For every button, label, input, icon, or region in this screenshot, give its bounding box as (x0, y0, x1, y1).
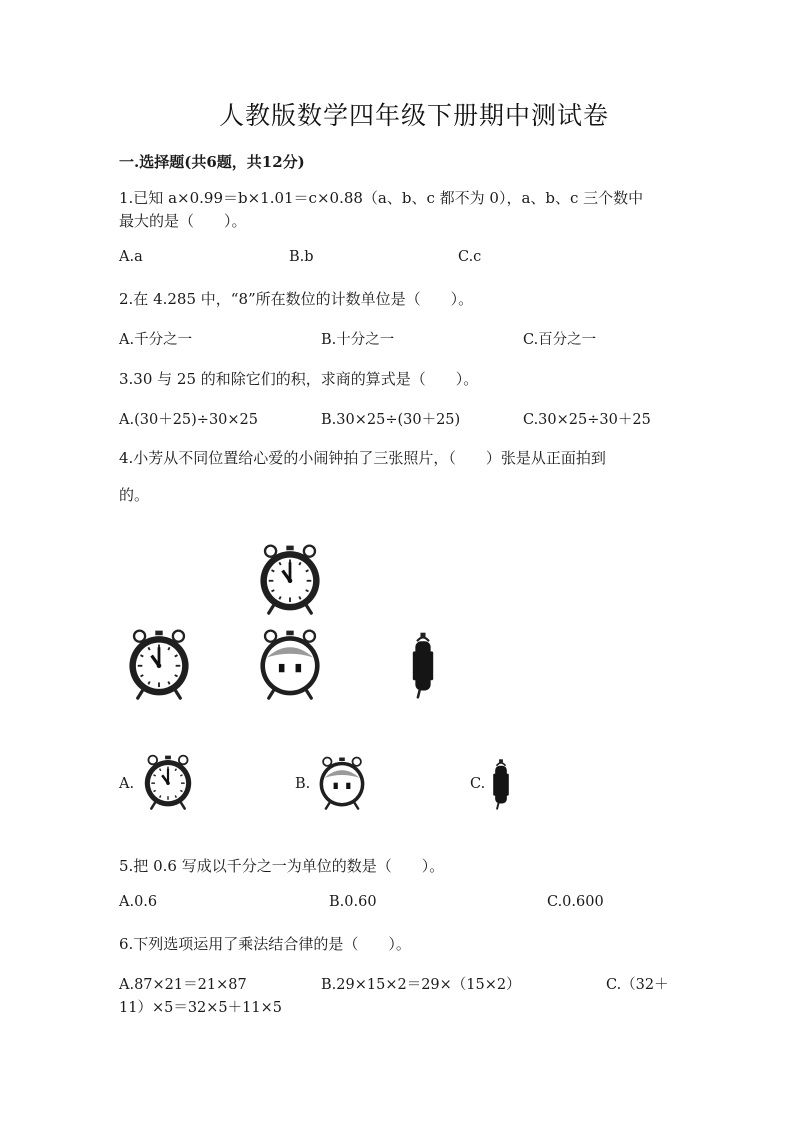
question-3-option-c: C.30×25÷30＋25 (523, 412, 651, 428)
clock-side-icon (409, 631, 437, 699)
question-2-option-c: C.百分之一 (523, 332, 597, 348)
question-4-line1: 4.小芳从不同位置给心爱的小闹钟拍了三张照片，（ ）张是从正面拍到 (119, 449, 606, 467)
question-1-option-a: A.a (119, 249, 143, 265)
question-2-option-a: A.千分之一 (119, 332, 193, 348)
question-3-option-b: B.30×25÷(30＋25) (321, 412, 461, 428)
question-6-option-a: A.87×21＝21×87 (119, 977, 247, 993)
question-4-option-a: A. (119, 776, 135, 792)
clock-back-icon (253, 626, 327, 700)
question-6-option-c: C.（32＋ (606, 977, 669, 993)
clock-front-icon (253, 541, 327, 615)
question-5-option-b: B.0.60 (329, 894, 377, 910)
question-5-option-a: A.0.6 (119, 894, 158, 910)
clock-back-icon (314, 754, 370, 810)
question-4-option-c: C. (470, 776, 486, 792)
question-6-option-b: B.29×15×2＝29×（15×2） (321, 977, 521, 993)
question-3-option-a: A.(30＋25)÷30×25 (119, 412, 258, 428)
question-2-text: 2.在 4.285 中，“8”所在数位的计数单位是（ ）。 (119, 290, 474, 308)
page-title: 人教版数学四年级下册期中测试卷 (219, 101, 610, 130)
question-1-option-c: C.c (458, 249, 482, 265)
question-2-option-b: B.十分之一 (321, 332, 395, 348)
question-3-text: 3.30 与 25 的和除它们的积，求商的算式是（ ）。 (119, 370, 479, 388)
clock-front-icon (122, 626, 196, 700)
clock-side-icon (490, 758, 512, 810)
question-1-line2: 最大的是（ ）。 (119, 212, 247, 230)
clock-front-icon (139, 752, 197, 810)
question-1-line1: 1.已知 a×0.99＝b×1.01＝c×0.88（a、b、c 都不为 0），a、b、c 三个数中 (119, 189, 644, 207)
section-heading: 一.选择题(共6题，共12分) (119, 153, 305, 171)
question-6-option-c-continued: 11）×5＝32×5＋11×5 (119, 1000, 282, 1016)
question-6-text: 6.下列选项运用了乘法结合律的是（ ）。 (119, 935, 411, 953)
question-1-option-b: B.b (289, 249, 314, 265)
question-5-option-c: C.0.600 (547, 894, 604, 910)
question-5-text: 5.把 0.6 写成以千分之一为单位的数是（ ）。 (119, 857, 445, 875)
question-4-line2: 的。 (119, 486, 150, 504)
question-4-option-b: B. (295, 776, 311, 792)
